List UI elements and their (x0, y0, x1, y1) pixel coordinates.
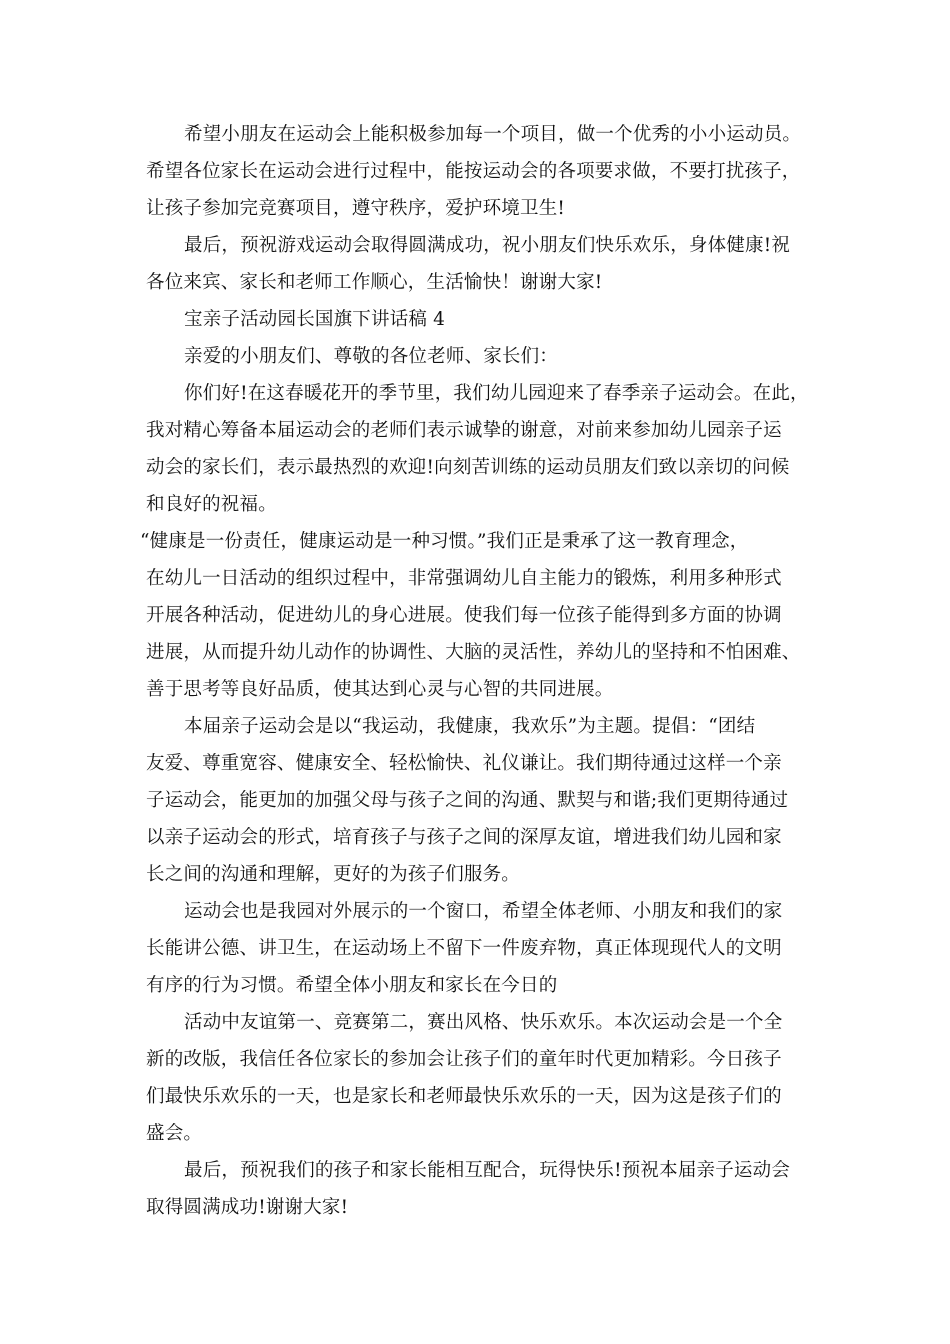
text-line: 子运动会，能更加的加强父母与孩子之间的沟通、默契与和谐;我们更期待通过 (146, 790, 789, 811)
text-line: 运动会也是我园对外展示的一个窗口，希望全体老师、小朋友和我们的家 (184, 901, 783, 922)
text-line: 开展各种活动，促进幼儿的身心进展。使我们每一位孩子能得到多方面的协调 (146, 605, 782, 626)
text-line: 们最快乐欢乐的一天，也是家长和老师最快乐欢乐的一天，因为这是孩子们的 (146, 1086, 782, 1107)
text-line: 有序的行为习惯。希望全体小朋友和家长在今日的 (146, 975, 558, 996)
salutation: 亲爱的小朋友们、尊敬的各位老师、家长们： (184, 346, 559, 367)
text-line: 以亲子运动会的形式，培育孩子与孩子之间的深厚友谊，增进我们幼儿园和家 (146, 827, 782, 848)
text-line: 希望各位家长在运动会进行过程中，能按运动会的各项要求做，不要打扰孩子， (146, 161, 801, 182)
text-line: 动会的家长们，表示最热烈的欢迎!向刻苦训练的运动员朋友们致以亲切的问候 (146, 457, 790, 478)
text-line: 取得圆满成功!谢谢大家! (146, 1197, 349, 1218)
text-line: 进展，从而提升幼儿动作的协调性、大脑的灵活性，养幼儿的坚持和不怕困难、 (146, 642, 801, 663)
text-line: 最后，预祝游戏运动会取得圆满成功，祝小朋友们快乐欢乐，身体健康!祝 (184, 235, 791, 256)
text-line: 你们好!在这春暖花开的季节里，我们幼儿园迎来了春季亲子运动会。在此， (184, 383, 809, 404)
text-line: 各位来宾、家长和老师工作顺心，生活愉快！谢谢大家! (146, 272, 603, 293)
text-line: 和良好的祝福。 (146, 494, 277, 515)
text-line: 活动中友谊第一、竞赛第二，赛出风格、快乐欢乐。本次运动会是一个全 (184, 1012, 783, 1033)
section-title: 宝亲子活动园长国旗下讲话稿 4 (184, 309, 446, 330)
text-line: 在幼儿一日活动的组织过程中，非常强调幼儿自主能力的锻炼，利用多种形式 (146, 568, 782, 589)
text-line: 让孩子参加完竞赛项目，遵守秩序，爱护环境卫生! (146, 198, 566, 219)
text-line: 盛会。 (146, 1123, 203, 1144)
text-line: 最后，预祝我们的孩子和家长能相互配合，玩得快乐!预祝本届亲子运动会 (184, 1160, 791, 1181)
text-line: 长能讲公德、讲卫生，在运动场上不留下一件废弃物，真正体现现代人的文明 (146, 938, 782, 959)
text-line: “健康是一份责任，健康运动是一种习惯。”我们正是秉承了这一教育理念， (140, 531, 749, 552)
text-line: 善于思考等良好品质，使其达到心灵与心智的共同进展。 (146, 679, 614, 700)
text-line: 新的改版，我信任各位家长的参加会让孩子们的童年时代更加精彩。今日孩子 (146, 1049, 782, 1070)
text-line: 长之间的沟通和理解，更好的为孩子们服务。 (146, 864, 521, 885)
text-line: 希望小朋友在运动会上能积极参加每一个项目，做一个优秀的小小运动员。 (184, 124, 802, 145)
text-line: 友爱、尊重宽容、健康安全、轻松愉快、礼仪谦让。我们期待通过这样一个亲 (146, 753, 782, 774)
text-line: 我对精心筹备本届运动会的老师们表示诚挚的谢意，对前来参加幼儿园亲子运 (146, 420, 782, 441)
text-line: 本届亲子运动会是以“我运动，我健康，我欢乐”为主题。提倡：“团结 (184, 716, 756, 737)
